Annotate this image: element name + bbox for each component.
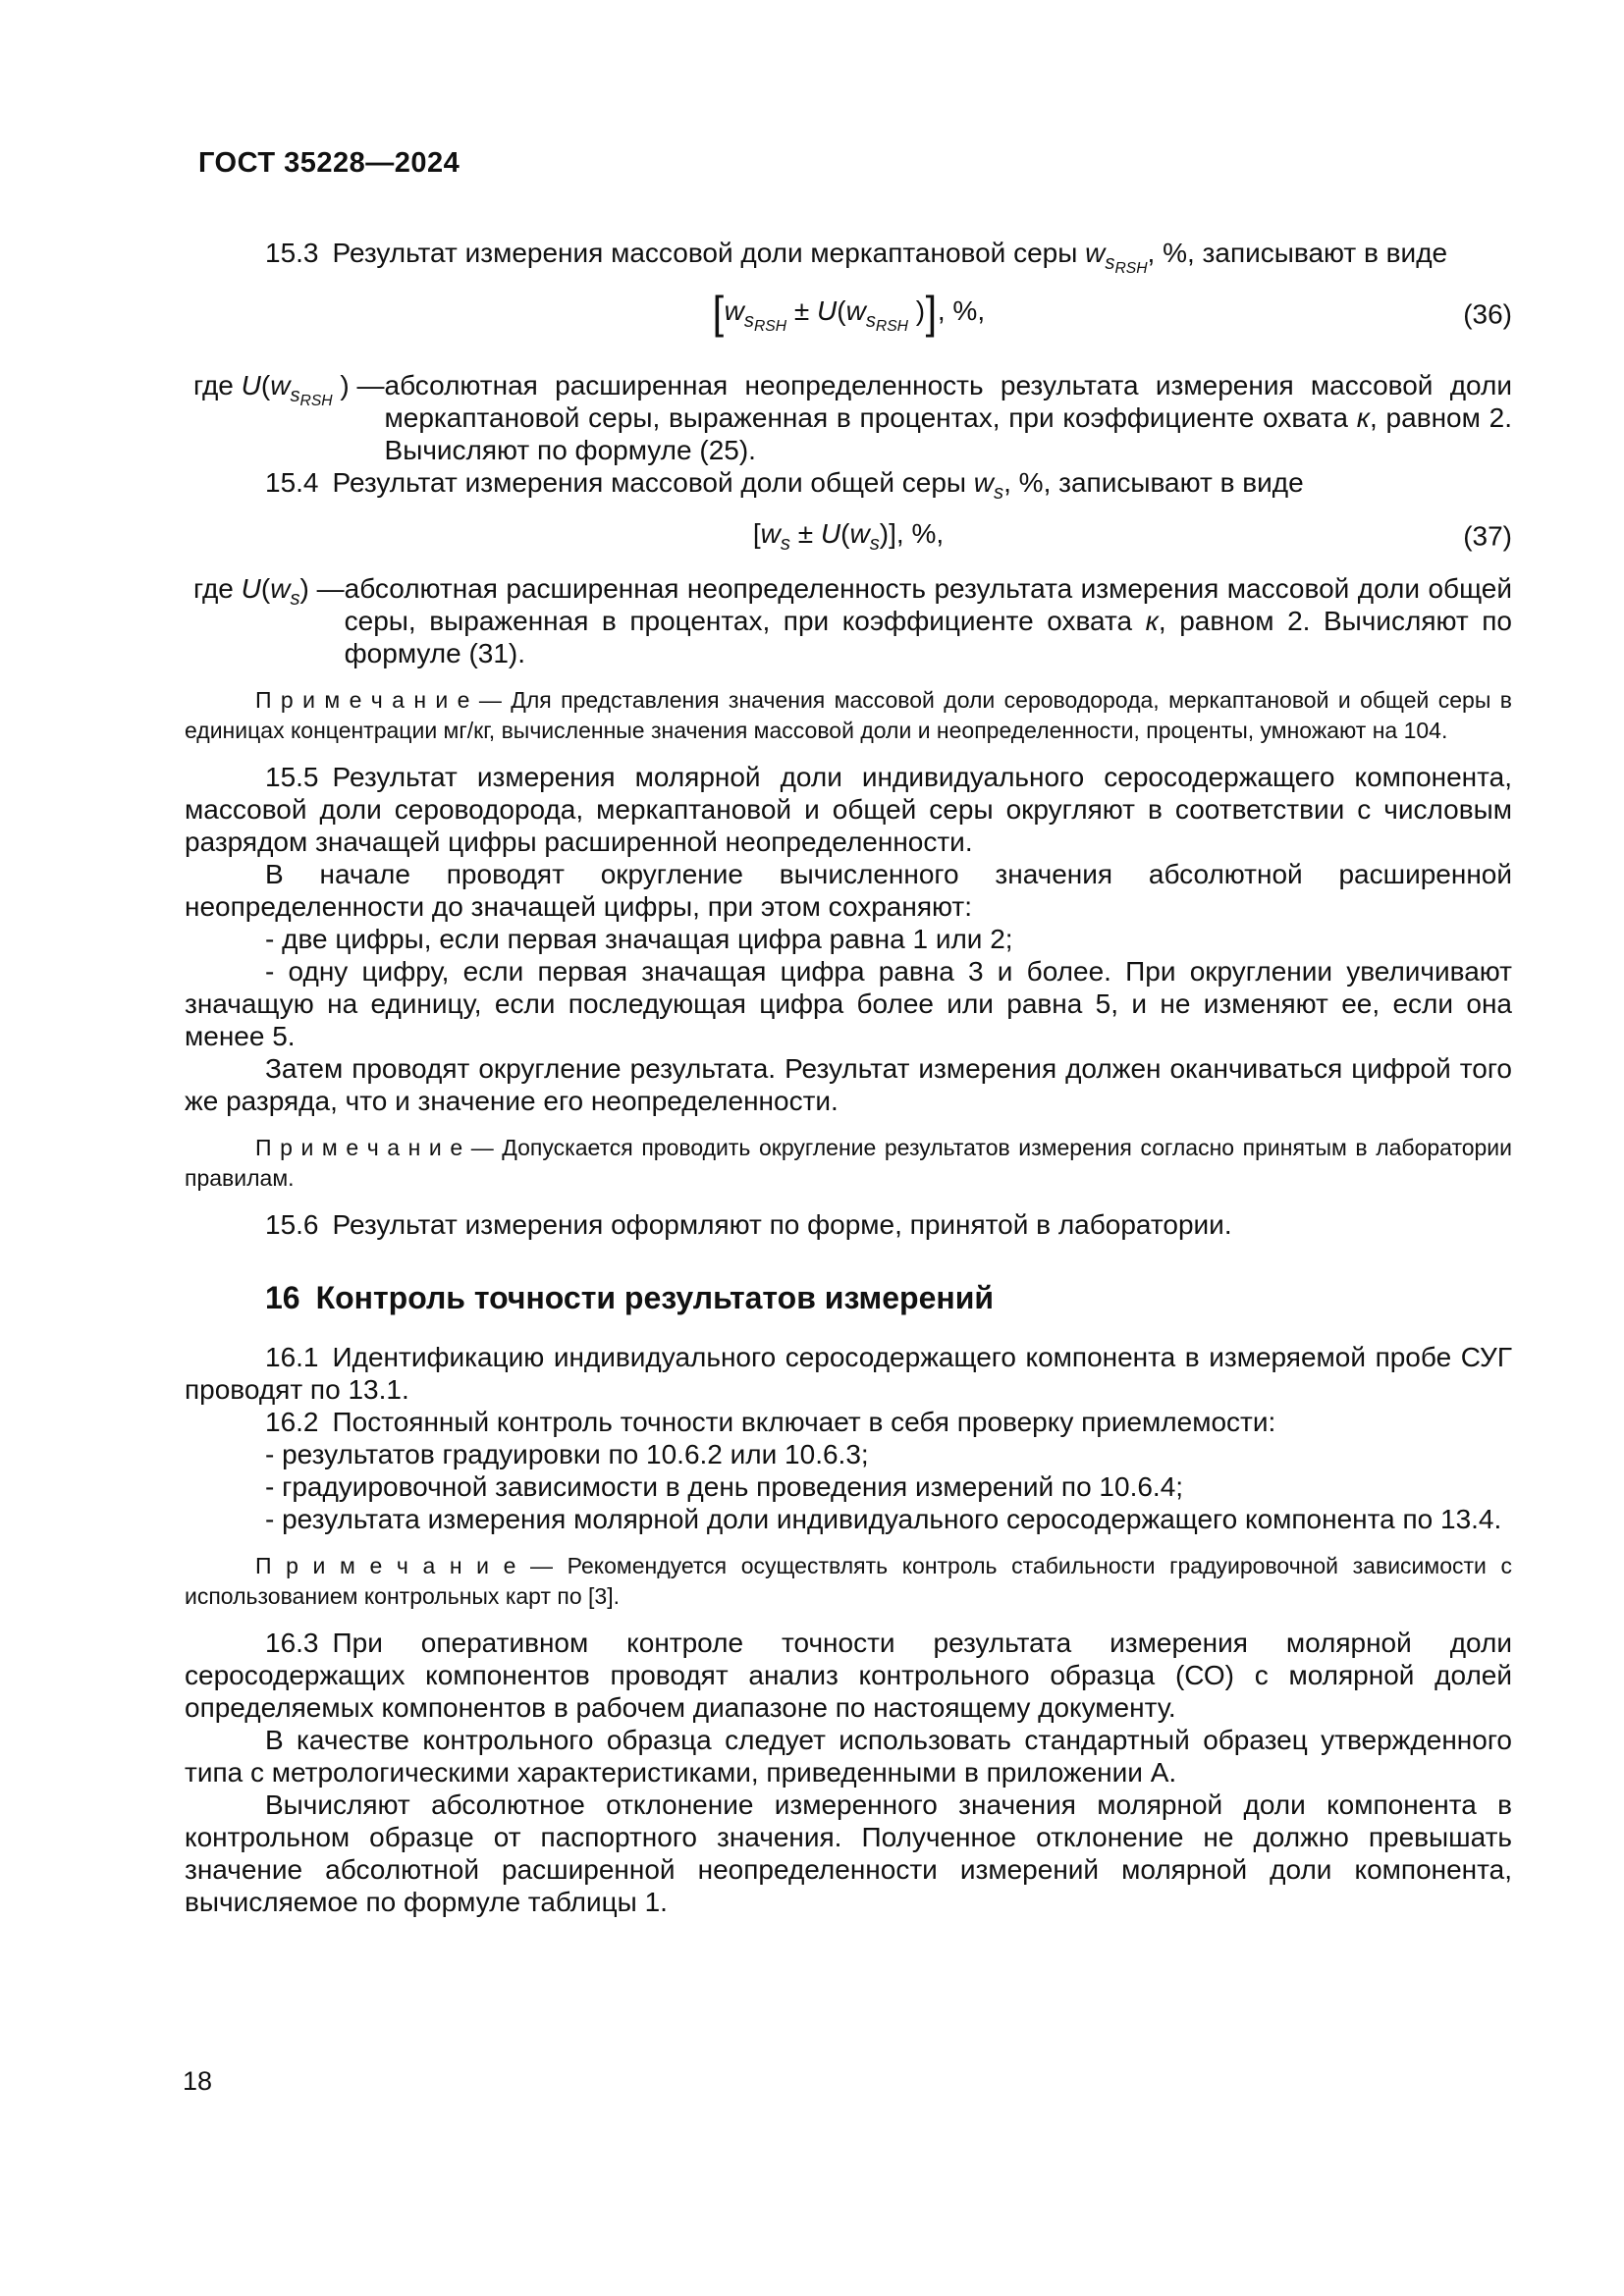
page-content bbox=[185, 237, 1512, 1918]
list-item-two-digits: - две цифры, если первая значащая цифра равна 1 или 2; bbox=[265, 924, 1013, 954]
note-concentration-units: П р и м е ч а н и е — Для представления значения массовой доли сероводорода, меркаптановой и общей серы в единицах концентрации мг/кг, вычисленные значения массовой доли и неопределенности, проценты, умножают на 104. bbox=[185, 687, 1512, 743]
clause-15-3: 15.3 Результат измерения массовой доли меркаптановой серы $w_{sRSH}$, %, записывают в виде bbox=[265, 238, 1448, 277]
list-item-one-digit: - одну цифру, если первая значащая цифра равна 3 и более. При округлении увеличивают значащую на единицу, если последующая цифра более или равна 5, и не изменяют ее, если она менее 5. bbox=[185, 956, 1512, 1051]
page-number: 18 bbox=[183, 2066, 213, 2096]
where-36-term: где $U(w_{sRSH}$ ) — bbox=[193, 370, 385, 409]
clause-15-4: 15.4 Результат измерения массовой доли общей серы $w_s$, %, записывают в виде bbox=[265, 467, 1304, 504]
formula-37-body: $[w_s \pm U(w_s)]$, %, bbox=[752, 518, 945, 555]
clause-16-2: 16.2 Постоянный контроль точности включает в себя проверку приемлемости: bbox=[265, 1407, 1276, 1437]
formula-36 bbox=[185, 286, 1512, 342]
clause-16-1: 16.1 Идентификацию индивидуального серосодержащего компонента в измеряемой пробе СУГ проводят по 13.1. bbox=[185, 1342, 1512, 1405]
list-item-molar-fraction-result: - результата измерения молярной доли индивидуального серосодержащего компонента по 13.4. bbox=[265, 1504, 1502, 1534]
note-control-charts: П р и м е ч а н и е — Рекомендуется осуществлять контроль стабильности градуировочной зависимости с использованием контрольных карт по [3]. bbox=[185, 1553, 1512, 1609]
formula-37 bbox=[185, 516, 1512, 555]
para-rounding-intro: В начале проводят округление вычисленного значения абсолютной расширенной неопределенности до значащей цифры, при этом сохраняют: bbox=[185, 859, 1512, 922]
clause-16-3: 16.3 При оперативном контроле точности результата измерения молярной доли серосодержащих компонентов проводят анализ контрольного образца (СО) с молярной долей определяемых компонентов в рабочем диапазоне по настоящему документу. bbox=[185, 1628, 1512, 1723]
clause-15-6: 15.6 Результат измерения оформляют по форме, принятой в лаборатории. bbox=[265, 1209, 1232, 1240]
formula-36-body: [$w_{sRSH} \pm U(w_{sRSH}$ )], %, bbox=[712, 287, 986, 338]
para-control-sample: В качестве контрольного образца следует использовать стандартный образец утвержденного типа с метрологическими характеристиками, приведенными в приложении А. bbox=[185, 1725, 1512, 1788]
formula-37-number: (37) bbox=[1463, 520, 1512, 551]
list-item-calibration-dependence: - градуировочной зависимости в день проведения измерений по 10.6.4; bbox=[265, 1471, 1184, 1502]
note-lab-rounding: П р и м е ч а н и е — Допускается проводить округление результатов измерения согласно принятым в лаборатории правилам. bbox=[185, 1135, 1512, 1191]
para-then-round: Затем проводят округление результата. Результат измерения должен оканчиваться цифрой того же разряда, что и значение его неопределенности. bbox=[185, 1053, 1512, 1116]
where-37-definition: абсолютная расширенная неопределенность результата измерения массовой доли общей серы, выраженная в процентах, при коэффициенте охвата к, равном 2. Вычисляют по формуле (31). bbox=[344, 573, 1512, 668]
where-36-definition: абсолютная расширенная неопределенность результата измерения массовой доли меркаптановой серы, выраженная в процентах, при коэффициенте охвата к, равном 2. Вычисляют по формуле (25). bbox=[384, 370, 1512, 465]
where-36 bbox=[185, 369, 1512, 466]
where-37 bbox=[185, 572, 1512, 669]
list-item-calibration-results: - результатов градуировки по 10.6.2 или 10.6.3; bbox=[265, 1439, 869, 1469]
section-16-heading: 16 Контроль точности результатов измерений bbox=[265, 1280, 995, 1315]
clause-15-5: 15.5 Результат измерения молярной доли индивидуального серосодержащего компонента, массовой доли сероводорода, меркаптановой и общей серы округляют в соответствии с числовым разрядом значащей цифры расширенной неопределенности. bbox=[185, 762, 1512, 857]
where-37-term: где $U(w_s)$ — bbox=[193, 573, 345, 610]
formula-36-number: (36) bbox=[1463, 298, 1512, 329]
para-deviation-check: Вычисляют абсолютное отклонение измеренного значения молярной доли компонента в контрольном образце от паспортного значения. Полученное отклонение не должно превышать значение абсолютной расширенной неопределенности измерений молярной доли компонента, вычисляемое по формуле таблицы 1. bbox=[185, 1789, 1512, 1917]
doc-header: ГОСТ 35228—2024 bbox=[198, 147, 460, 179]
